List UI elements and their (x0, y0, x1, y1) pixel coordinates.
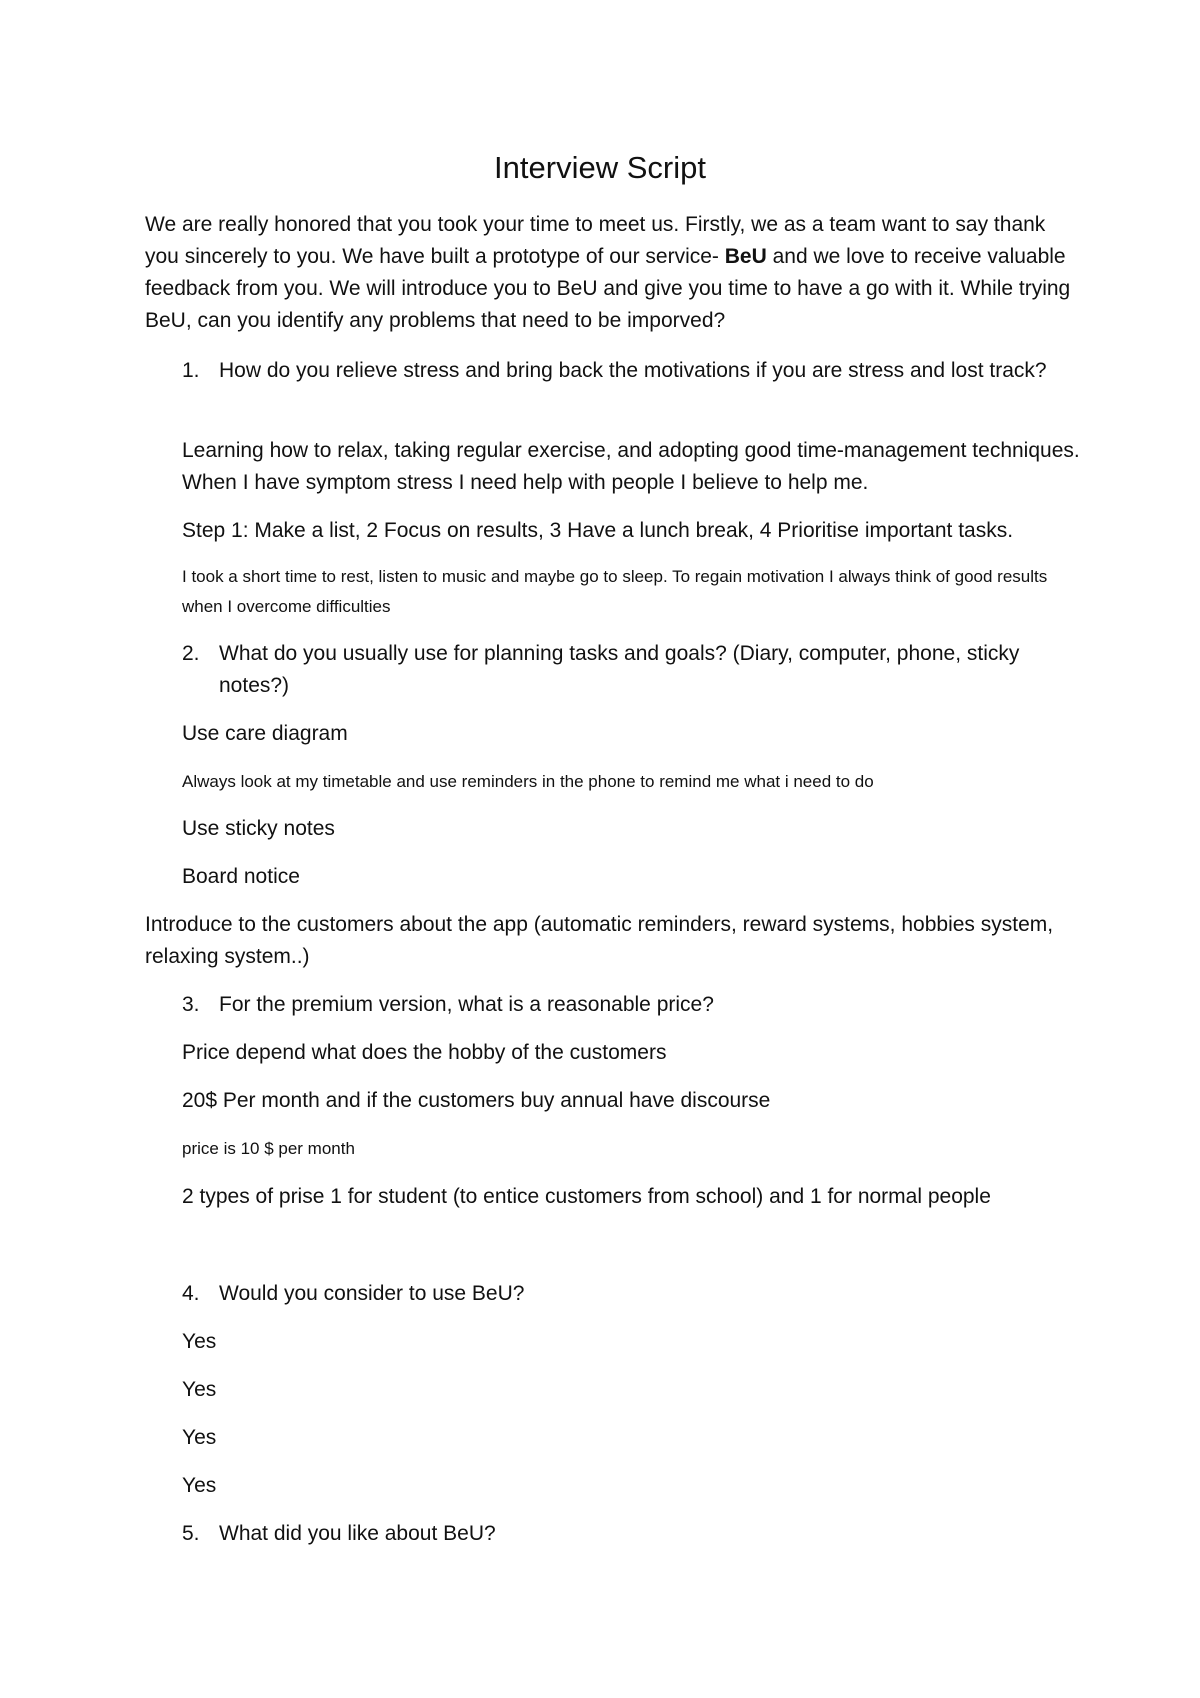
answer-q2-2: Always look at my timetable and use reminders in the phone to remind me what i need to do (182, 772, 874, 791)
question-2 (182, 638, 1082, 702)
question-text: What do you usually use for planning tasks and goals? (Diary, computer, phone, sticky notes?) (219, 642, 1020, 697)
question-text: What did you like about BeU? (219, 1522, 496, 1545)
question-number: 3. (182, 993, 200, 1016)
question-4 (182, 1278, 1082, 1310)
question-number: 4. (182, 1282, 200, 1305)
answer-q3-1: Price depend what does the hobby of the customers (182, 1041, 667, 1064)
question-number: 1. (182, 359, 200, 382)
answer-q4-1: Yes (182, 1330, 217, 1353)
answer-q2-3: Use sticky notes (182, 817, 335, 840)
answer-q2-4: Board notice (182, 865, 300, 888)
answer-q4-2: Yes (182, 1378, 217, 1401)
answer-q3-2: 20$ Per month and if the customers buy annual have discourse (182, 1089, 771, 1112)
question-text: How do you relieve stress and bring back the motivations if you are stress and lost track? (219, 359, 1047, 382)
intro-text-start: We are really honored that you took your time to meet us. Firstly, we as a team want to say thank you sincerely to you. We have built a prototype of our service- (145, 213, 1046, 268)
answer-q3-3: price is 10 $ per month (182, 1139, 355, 1158)
question-1 (182, 355, 1082, 387)
page-title: Interview Script (494, 150, 706, 185)
question-5 (182, 1518, 1082, 1550)
question-number: 2. (182, 642, 200, 665)
question-number: 5. (182, 1522, 200, 1545)
question-text: For the premium version, what is a reasonable price? (219, 993, 714, 1016)
answer-q4-4: Yes (182, 1474, 217, 1497)
answer-q2-1: Use care diagram (182, 722, 348, 745)
answer-q1-3: I took a short time to rest, listen to music and maybe go to sleep. To regain motivation I always think of good results when I overcome difficulties (182, 567, 1048, 616)
question-text: Would you consider to use BeU? (219, 1282, 525, 1305)
answer-q1-1: Learning how to relax, taking regular exercise, and adopting good time-management techniques. When I have symptom stress I need help with people I believe to help me. (182, 439, 1080, 494)
answer-q4-3: Yes (182, 1426, 217, 1449)
answer-q3-4: 2 types of prise 1 for student (to entice customers from school) and 1 for normal people (182, 1185, 991, 1208)
intro-bold-brand: BeU (724, 245, 767, 268)
app-intro-paragraph: Introduce to the customers about the app (automatic reminders, reward systems, hobbies system, relaxing system..) (145, 913, 1054, 968)
intro-paragraph (145, 209, 1075, 337)
intro-text-end: and we love to receive valuable feedback from you. We will introduce you to BeU and give you time to have a go with it. While trying BeU, can you identify any problems that need to be imporved? (145, 245, 1071, 332)
answer-q1-2: Step 1: Make a list, 2 Focus on results, 3 Have a lunch break, 4 Prioritise important tasks. (182, 519, 1014, 542)
question-3 (182, 989, 1082, 1021)
